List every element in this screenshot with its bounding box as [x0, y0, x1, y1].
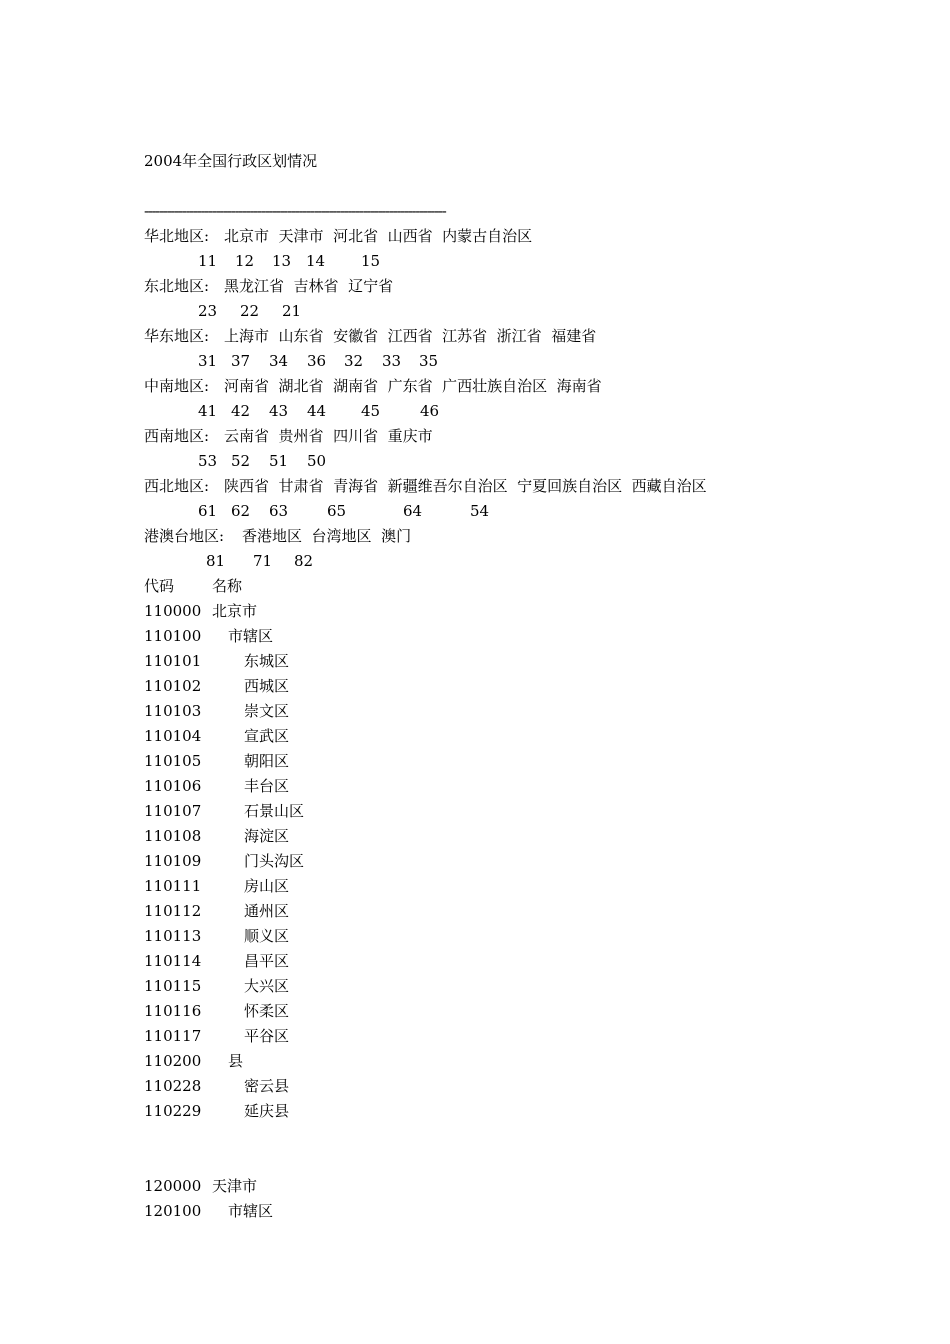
- row-name: 丰台区: [244, 777, 290, 795]
- region-code: 64: [403, 502, 423, 520]
- row-name: 延庆县: [244, 1102, 290, 1120]
- row-code: 110112: [144, 902, 202, 920]
- row-code: 110114: [144, 952, 202, 970]
- row-name: 朝阳区: [244, 752, 290, 770]
- row-name: 海淀区: [244, 827, 290, 845]
- region-names: 黑龙江省 吉林省 辽宁省: [224, 277, 394, 295]
- region-names: 云南省 贵州省 四川省 重庆市: [224, 427, 433, 445]
- region-code: 35: [419, 352, 439, 370]
- region-names: 香港地区 台湾地区 澳门: [242, 527, 412, 545]
- row-code: 120100: [144, 1202, 202, 1220]
- row-code: 110103: [144, 702, 202, 720]
- row-code: 110200: [144, 1052, 202, 1070]
- region-label: 西南地区:: [144, 427, 210, 445]
- region-names: 北京市 天津市 河北省 山西省 内蒙古自治区: [224, 227, 533, 245]
- row-code: 110105: [144, 752, 202, 770]
- row-code: 110115: [144, 977, 202, 995]
- row-code: 110113: [144, 927, 202, 945]
- row-code: 110228: [144, 1077, 202, 1095]
- name-column-header: 名称: [212, 577, 243, 595]
- row-code: 110107: [144, 802, 202, 820]
- region-code: 12: [235, 252, 255, 270]
- row-name: 市辖区: [228, 627, 274, 645]
- region-code: 61: [198, 502, 218, 520]
- row-name: 东城区: [244, 652, 290, 670]
- row-code: 110100: [144, 627, 202, 645]
- region-code: 21: [282, 302, 302, 320]
- region-code: 13: [272, 252, 292, 270]
- region-names: 上海市 山东省 安徽省 江西省 江苏省 浙江省 福建省: [224, 327, 597, 345]
- region-code: 32: [344, 352, 364, 370]
- row-name: 大兴区: [244, 977, 290, 995]
- region-label: 华北地区:: [144, 227, 210, 245]
- region-code: 51: [269, 452, 289, 470]
- row-code: 110109: [144, 852, 202, 870]
- region-code: 53: [198, 452, 218, 470]
- region-code: 43: [269, 402, 289, 420]
- row-name: 石景山区: [244, 802, 305, 820]
- region-label: 华东地区:: [144, 327, 210, 345]
- row-name: 北京市: [212, 602, 258, 620]
- region-code: 63: [269, 502, 289, 520]
- region-label: 港澳台地区:: [144, 527, 225, 545]
- row-name: 怀柔区: [244, 1002, 290, 1020]
- row-name: 县: [228, 1052, 244, 1070]
- region-code: 50: [307, 452, 327, 470]
- row-name: 西城区: [244, 677, 290, 695]
- region-names: 河南省 湖北省 湖南省 广东省 广西壮族自治区 海南省: [224, 377, 602, 395]
- region-code: 14: [306, 252, 326, 270]
- row-code: 110111: [144, 877, 202, 895]
- row-name: 顺义区: [244, 927, 290, 945]
- separator-line: --------------------------------------------------------------------------------: [144, 202, 446, 220]
- row-code: 110116: [144, 1002, 202, 1020]
- region-code: 33: [382, 352, 402, 370]
- row-name: 市辖区: [228, 1202, 274, 1220]
- region-code: 46: [420, 402, 440, 420]
- region-code: 22: [240, 302, 260, 320]
- region-code: 54: [470, 502, 490, 520]
- row-code: 110229: [144, 1102, 202, 1120]
- region-names: 陕西省 甘肃省 青海省 新疆维吾尔自治区 宁夏回族自治区 西藏自治区: [224, 477, 707, 495]
- row-name: 平谷区: [244, 1027, 290, 1045]
- row-name: 天津市: [212, 1177, 258, 1195]
- region-code: 37: [231, 352, 251, 370]
- row-code: 110106: [144, 777, 202, 795]
- region-code: 71: [253, 552, 273, 570]
- region-code: 62: [231, 502, 251, 520]
- row-code: 110117: [144, 1027, 202, 1045]
- region-label: 中南地区:: [144, 377, 210, 395]
- region-code: 81: [206, 552, 226, 570]
- row-code: 110108: [144, 827, 202, 845]
- row-name: 密云县: [244, 1077, 290, 1095]
- row-name: 门头沟区: [244, 852, 305, 870]
- page-title: 2004年全国行政区划情况: [144, 152, 318, 170]
- row-name: 房山区: [244, 877, 290, 895]
- row-code: 110102: [144, 677, 202, 695]
- region-label: 西北地区:: [144, 477, 210, 495]
- row-code: 110000: [144, 602, 202, 620]
- region-code: 15: [361, 252, 381, 270]
- row-name: 昌平区: [244, 952, 290, 970]
- region-code: 41: [198, 402, 218, 420]
- region-code: 31: [198, 352, 218, 370]
- region-code: 42: [231, 402, 251, 420]
- region-code: 65: [327, 502, 347, 520]
- row-name: 崇文区: [244, 702, 290, 720]
- region-code: 82: [294, 552, 314, 570]
- region-code: 23: [198, 302, 218, 320]
- region-code: 34: [269, 352, 289, 370]
- region-code: 11: [198, 252, 218, 270]
- row-code: 120000: [144, 1177, 202, 1195]
- region-label: 东北地区:: [144, 277, 210, 295]
- row-code: 110104: [144, 727, 202, 745]
- region-code: 52: [231, 452, 251, 470]
- region-code: 44: [307, 402, 327, 420]
- row-name: 通州区: [244, 902, 290, 920]
- row-name: 宣武区: [244, 727, 290, 745]
- region-code: 45: [361, 402, 381, 420]
- code-column-header: 代码: [144, 577, 175, 595]
- region-code: 36: [307, 352, 327, 370]
- row-code: 110101: [144, 652, 202, 670]
